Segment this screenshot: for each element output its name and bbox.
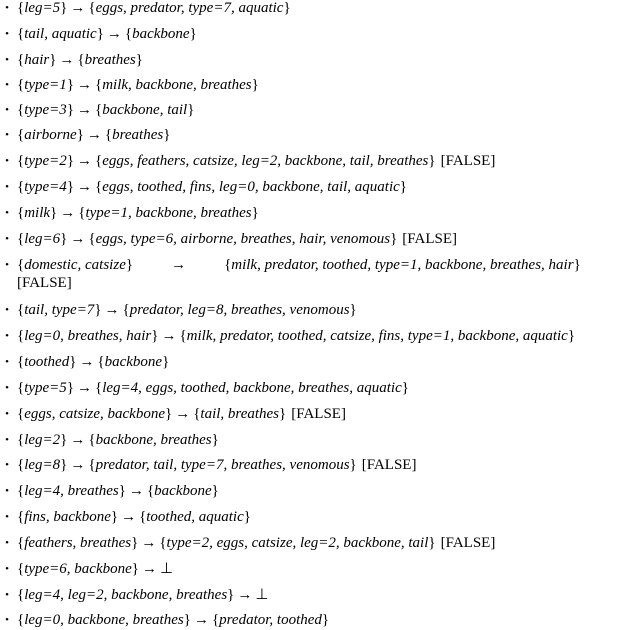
open-brace: { [17, 354, 25, 370]
rule-consequent: breathes [112, 127, 164, 143]
rule-expression [17, 352, 169, 372]
rule-consequent: eggs, feathers, catsize, leg=2, backbone, tail, breathes [102, 153, 429, 169]
open-brace: { [17, 561, 25, 577]
open-brace: { [17, 52, 25, 68]
open-brace: { [122, 302, 130, 318]
implies-arrow-icon: → [70, 231, 86, 247]
rule-consequent: milk, backbone, breathes [102, 77, 252, 93]
bullet-icon: • [5, 54, 9, 66]
rule-antecedent: type=3 [24, 102, 67, 118]
false-flag: [FALSE] [291, 406, 346, 422]
close-brace: } [189, 26, 197, 42]
rule-consequent: leg=4, eggs, toothed, backbone, breathes, aquatic [102, 380, 402, 396]
rule-expression [17, 610, 329, 630]
rule-consequent: breathes [84, 52, 136, 68]
open-brace: { [97, 354, 105, 370]
open-brace: { [17, 102, 25, 118]
close-brace: } [428, 153, 436, 169]
bottom-symbol: ⊥ [159, 561, 174, 577]
implies-arrow-icon: → [86, 127, 102, 143]
implies-arrow-icon: → [193, 612, 209, 628]
close-brace: } [279, 406, 287, 422]
rule-expression [17, 151, 495, 171]
open-brace: { [17, 457, 25, 473]
close-brace: } [183, 612, 191, 628]
close-brace: } [151, 328, 159, 344]
open-brace: { [17, 483, 25, 499]
close-brace: } [50, 205, 58, 221]
bottom-symbol: ⊥ [255, 587, 269, 603]
rule-consequent: eggs, predator, type=7, aquatic [95, 0, 284, 16]
close-brace: } [211, 432, 219, 448]
open-brace: { [17, 509, 25, 525]
close-brace: } [60, 0, 68, 16]
close-brace: } [66, 380, 75, 396]
rule-antecedent: fins, backbone [24, 509, 111, 525]
implies-arrow-icon: → [175, 406, 191, 422]
close-brace: } [165, 406, 173, 422]
open-brace: { [124, 26, 133, 42]
rule-antecedent: type=1 [24, 77, 67, 93]
bullet-icon: • [5, 589, 9, 601]
open-brace: { [193, 406, 201, 422]
close-brace: } [135, 52, 143, 68]
bullet-icon: • [5, 614, 9, 626]
rule-consequent: predator, tail, type=7, breathes, venomous [95, 457, 350, 473]
bullet-icon: • [5, 28, 9, 40]
bullet-icon: • [5, 330, 9, 342]
bullet-icon: • [5, 79, 9, 91]
implies-arrow-icon: → [77, 380, 93, 396]
rule-expression [17, 559, 173, 579]
open-brace: { [95, 77, 103, 93]
implies-arrow-icon: → [171, 257, 187, 273]
close-brace: } [227, 587, 235, 603]
implies-arrow-icon: → [79, 354, 95, 370]
open-brace: { [211, 612, 220, 628]
rule-expression [17, 0, 291, 18]
implies-arrow-icon: → [121, 509, 137, 525]
rule-consequent: toothed, aquatic [146, 509, 244, 525]
false-flag: [FALSE] [402, 231, 458, 247]
rule-antecedent: leg=4, leg=2, backbone, breathes [24, 587, 228, 603]
open-brace: { [17, 380, 25, 396]
rule-expression [17, 100, 194, 120]
close-brace: } [131, 561, 139, 577]
rule-expression [17, 430, 219, 450]
bullet-icon: • [5, 382, 9, 394]
bullet-icon: • [5, 563, 9, 575]
rule-antecedent: type=6, backbone [24, 561, 132, 577]
rule-consequent: predator, leg=8, breathes, venomous [129, 302, 350, 318]
rule-consequent: backbone, tail [102, 102, 188, 118]
implies-arrow-icon: → [70, 432, 86, 448]
rule-expression [17, 533, 495, 553]
rule-antecedent: type=5 [24, 380, 67, 396]
open-brace: { [88, 432, 96, 448]
implies-arrow-icon: → [161, 328, 177, 344]
bullet-icon: • [5, 155, 9, 167]
close-brace: } [66, 102, 75, 118]
open-brace: { [17, 179, 25, 195]
close-brace: } [428, 535, 436, 551]
close-brace: } [66, 77, 75, 93]
rule-expression [17, 481, 219, 501]
rule-expression [17, 585, 268, 605]
open-brace: { [17, 302, 25, 318]
implies-arrow-icon: → [237, 587, 253, 603]
bullet-icon: • [5, 104, 9, 116]
rule-consequent: backbone [154, 483, 212, 499]
open-brace: { [88, 457, 96, 473]
bullet-icon: • [5, 356, 9, 368]
bullet-icon: • [5, 459, 9, 471]
close-brace: } [390, 231, 398, 247]
open-brace: { [17, 127, 25, 143]
open-brace: { [17, 231, 25, 247]
rule-antecedent: leg=0, breathes, hair [24, 328, 152, 344]
rule-expression [17, 24, 197, 44]
rule-expression [17, 177, 407, 197]
close-brace: } [349, 457, 357, 473]
bullet-icon: • [5, 2, 9, 14]
rule-expression [17, 455, 416, 475]
open-brace: { [17, 587, 25, 603]
close-brace: } [60, 432, 68, 448]
rule-antecedent: type=2 [24, 153, 67, 169]
open-brace: { [17, 406, 25, 422]
rule-consequent: type=2, eggs, catsize, leg=2, backbone, tail [166, 535, 429, 551]
bullet-icon: • [5, 485, 9, 497]
close-brace: } [66, 179, 75, 195]
open-brace: { [17, 535, 25, 551]
close-brace: } [567, 328, 576, 344]
rule-consequent: backbone [132, 26, 190, 42]
rule-antecedent: feathers, breathes [24, 535, 132, 551]
implies-arrow-icon: → [141, 561, 157, 577]
rule-antecedent: leg=8 [24, 457, 61, 473]
close-brace: } [243, 509, 251, 525]
open-brace: { [179, 328, 187, 344]
rule-consequent: eggs, toothed, fins, leg=0, backbone, tail, aquatic [102, 179, 400, 195]
rule-expression [17, 255, 581, 275]
open-brace: { [95, 380, 103, 396]
rule-expression [17, 404, 346, 424]
open-brace: { [17, 77, 25, 93]
rule-consequent: eggs, type=6, airborne, breathes, hair, venomous [95, 231, 391, 247]
close-brace: } [321, 612, 330, 628]
implies-arrow-icon: → [77, 153, 93, 169]
rule-expression [17, 326, 575, 346]
rule-expression [17, 75, 259, 95]
open-brace: { [17, 328, 25, 344]
open-brace: { [88, 231, 96, 247]
rule-expression [17, 229, 457, 249]
open-brace: { [88, 0, 96, 16]
close-brace: } [163, 127, 171, 143]
open-brace: { [17, 26, 25, 42]
implies-arrow-icon: → [77, 77, 93, 93]
false-flag: [FALSE] [440, 535, 496, 551]
open-brace: { [139, 509, 147, 525]
close-brace: } [349, 302, 357, 318]
bullet-icon: • [5, 511, 9, 523]
open-brace: { [95, 102, 103, 118]
open-brace: { [17, 153, 25, 169]
implies-arrow-icon: → [77, 102, 93, 118]
bullet-icon: • [5, 207, 9, 219]
implies-arrow-icon: → [77, 179, 93, 195]
open-brace: { [224, 257, 232, 273]
rule-antecedent: leg=5 [24, 0, 61, 16]
close-brace: } [110, 509, 119, 525]
close-brace: } [96, 26, 104, 42]
open-brace: { [17, 612, 25, 628]
bullet-icon: • [5, 259, 9, 271]
rule-antecedent: type=4 [24, 179, 67, 195]
bullet-icon: • [5, 537, 9, 549]
close-brace: } [125, 257, 134, 273]
implies-arrow-icon: → [60, 205, 76, 221]
open-brace: { [95, 153, 103, 169]
rule-antecedent: leg=4, breathes [24, 483, 119, 499]
close-brace: } [399, 179, 407, 195]
open-brace: { [17, 257, 25, 273]
open-brace: { [17, 0, 25, 16]
rule-consequent: predator, toothed [219, 612, 322, 628]
implies-arrow-icon: → [70, 0, 86, 16]
open-brace: { [78, 205, 86, 221]
close-brace: } [49, 52, 57, 68]
close-brace: } [211, 483, 219, 499]
open-brace: { [17, 432, 25, 448]
bullet-icon: • [5, 181, 9, 193]
rule-antecedent: tail, aquatic [24, 26, 97, 42]
open-brace: { [17, 205, 25, 221]
rule-expression [17, 125, 170, 145]
rule-expression [17, 50, 143, 70]
close-brace: } [66, 153, 75, 169]
false-flag: [FALSE] [361, 457, 417, 473]
bullet-icon: • [5, 304, 9, 316]
close-brace: } [60, 231, 68, 247]
close-brace: } [76, 127, 84, 143]
rule-antecedent: domestic, catsize [24, 257, 126, 273]
rule-antecedent: airborne [24, 127, 77, 143]
close-brace: } [60, 457, 68, 473]
close-brace: } [69, 354, 77, 370]
rule-consequent: type=1, backbone, breathes [85, 205, 252, 221]
close-brace: } [251, 205, 259, 221]
rule-expression [17, 203, 259, 223]
close-brace: } [94, 302, 102, 318]
rule-consequent: milk, predator, toothed, type=1, backbone, breathes, hair [231, 257, 574, 273]
close-brace: } [187, 102, 195, 118]
rule-antecedent: eggs, catsize, backbone [24, 406, 165, 422]
implies-arrow-icon: → [59, 52, 75, 68]
implies-arrow-icon: → [141, 535, 157, 551]
implies-arrow-icon: → [104, 302, 120, 318]
close-brace: } [283, 0, 291, 16]
rule-consequent: tail, breathes [200, 406, 280, 422]
rule-expression [17, 300, 357, 320]
close-brace: } [162, 354, 170, 370]
rule-antecedent: leg=0, backbone, breathes [24, 612, 184, 628]
close-brace: } [401, 380, 409, 396]
implies-arrow-icon: → [128, 483, 144, 499]
bullet-icon: • [5, 408, 9, 420]
open-brace: { [77, 52, 85, 68]
rule-consequent: backbone, breathes [95, 432, 212, 448]
open-brace: { [104, 127, 113, 143]
bullet-icon: • [5, 129, 9, 141]
rule-antecedent: leg=2 [24, 432, 61, 448]
close-brace: } [573, 257, 581, 273]
rule-expression [17, 378, 409, 398]
rule-consequent: milk, predator, toothed, catsize, fins, type=1, backbone, aquatic [186, 328, 568, 344]
open-brace: { [95, 179, 103, 195]
close-brace: } [251, 77, 259, 93]
close-brace: } [131, 535, 139, 551]
rule-antecedent: milk [24, 205, 51, 221]
rule-antecedent: toothed [24, 354, 70, 370]
implies-arrow-icon: → [106, 26, 122, 42]
rule-expression [17, 507, 251, 527]
rule-antecedent: hair [24, 52, 50, 68]
rule-antecedent: tail, type=7 [24, 302, 95, 318]
close-brace: } [118, 483, 126, 499]
open-brace: { [159, 535, 167, 551]
rule-consequent: backbone [104, 354, 163, 370]
false-flag: [FALSE] [440, 153, 496, 169]
bullet-icon: • [5, 434, 9, 446]
rule-antecedent: leg=6 [24, 231, 61, 247]
bullet-icon: • [5, 233, 9, 245]
open-brace: { [146, 483, 155, 499]
false-flag: [FALSE] [17, 275, 72, 291]
implies-arrow-icon: → [70, 457, 86, 473]
